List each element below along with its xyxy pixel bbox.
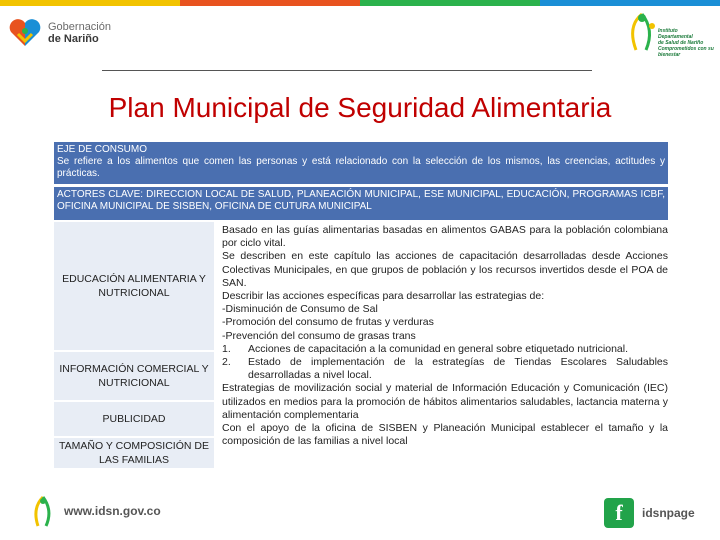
idsn-small-logo-icon (28, 494, 58, 528)
website-link[interactable]: www.idsn.gov.co (64, 504, 161, 518)
idsn-line3: de Salud de Nariño (658, 40, 704, 46)
content-p8: Con el apoyo de la oficina de SISBEN y Planeación Municipal establecer el tamaño y la composición de las familias a nivel local (222, 422, 668, 448)
eje-text: Se refiere a los alimentos que comen las personas y está relacionado con la selección de los mismos, las creencias, actitudes y prácticas. (57, 156, 665, 179)
gobernacion-logo (8, 18, 111, 48)
footer-social[interactable] (604, 498, 695, 528)
row-label-educacion: EDUCACIÓN ALIMENTARIA Y NUTRICIONAL (54, 222, 214, 350)
idsn-logo (622, 10, 714, 56)
eje-box (54, 142, 668, 184)
content-p6: -Prevención del consumo de grasas trans (222, 329, 416, 342)
content-item-1 (222, 343, 668, 356)
facebook-handle[interactable]: idsnpage (642, 506, 695, 520)
idsn-line1: Instituto (658, 28, 678, 34)
gobernacion-line2: de Nariño (48, 33, 99, 45)
row-label-tamano: TAMAÑO Y COMPOSICIÓN DE LAS FAMILIAS (54, 438, 214, 468)
idsn-line4: Comprometidos con su bienestar (658, 46, 714, 58)
footer-website[interactable] (28, 494, 161, 528)
title-divider (102, 70, 592, 71)
content-p7: Estrategias de movilización social y material de Información Educación y Comunicación (IEC) utilizados en medios para la promoción de hábitos alimentarios saludables, lactancia materna y alimentación complementaria (222, 382, 668, 421)
gobernacion-line1: Gobernación (48, 21, 111, 33)
row-label-publicidad: PUBLICIDAD (54, 402, 214, 436)
eje-label: EJE DE CONSUMO (57, 144, 148, 155)
content-p1: Basado en las guías alimentarias basadas en alimentos GABAS para la población colombiana por ciclo vital. (222, 224, 668, 250)
content-p5: -Promoción del consumo de frutas y verduras (222, 316, 434, 329)
heart-logo-icon (8, 18, 42, 48)
content-item-2 (222, 356, 668, 382)
content-p4: -Disminución de Consumo de Sal (222, 303, 378, 316)
page-title: Plan Municipal de Seguridad Alimentaria (108, 92, 612, 123)
actores-box: ACTORES CLAVE: DIRECCION LOCAL DE SALUD, PLANEACIÓN MUNICIPAL, ESE MUNICIPAL, EDUCACIÓN, PROGRAMAS ICBF, OFICINA MUNICIPAL DE SISBEN, OFICINA DE CUTURA MUNICIPAL (54, 187, 668, 220)
item-2-number: 2. (222, 356, 231, 369)
top-color-bar (0, 0, 720, 6)
item-1-number: 1. (222, 342, 231, 355)
content-p2: Se describen en este capítulo las acciones de capacitación desarrolladas desde Acciones Colectivas Municipales, en que grupos de población y los recursos invertidos desde el POA de SAN. (222, 250, 668, 289)
item-2-text: Estado de implementación de la estrategías de Tiendas Escolares Saludables desarrolladas a nivel local. (248, 356, 668, 382)
idsn-line2: Departamental (658, 34, 693, 40)
item-1-text: Acciones de capacitación a la comunidad en general sobre etiquetado nutricional. (248, 342, 628, 355)
content-p3: Describir las acciones específicas para desarrollar las estrategias de: (222, 290, 545, 303)
content-column (222, 224, 668, 448)
row-label-informacion: INFORMACIÓN COMERCIAL Y NUTRICIONAL (54, 352, 214, 400)
idsn-logo-icon (622, 10, 662, 54)
facebook-icon[interactable]: f (604, 498, 634, 528)
